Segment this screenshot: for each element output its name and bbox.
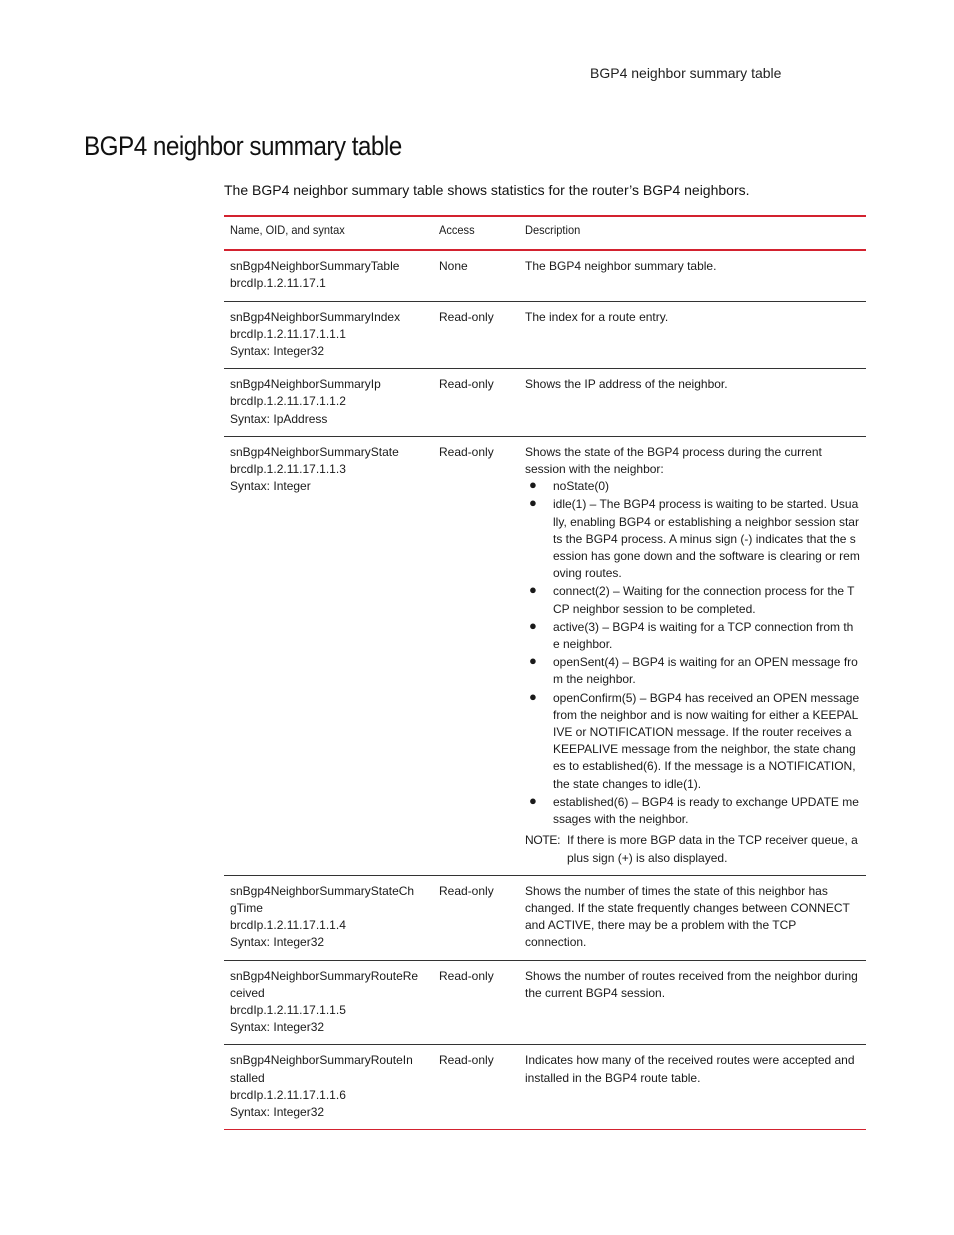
bullet-icon: ●	[529, 495, 537, 511]
object-name-line: gTime	[230, 900, 263, 915]
table-row	[224, 436, 866, 875]
object-name-line: snBgp4NeighborSummaryStateCh	[230, 883, 415, 898]
column-header-name: Name, OID, and syntax	[224, 216, 433, 250]
object-name-cell	[224, 875, 433, 960]
access-cell: Read-only	[433, 960, 519, 1045]
note-block	[525, 832, 860, 866]
object-name-line: Syntax: Integer32	[230, 1104, 325, 1119]
list-item	[525, 478, 860, 495]
list-item	[525, 496, 860, 582]
list-item-text: openConfirm(5) – BGP4 has received an OPEN message from the neighbor and is now waiting for either a KEEPALIVE or NOTIFICATION message. If the router receives a KEEPALIVE message from the neighbor, the state changes to established(6). If the message is a NOTIFICATION, the state changes to idle(1).	[553, 690, 860, 791]
description-cell	[519, 875, 866, 960]
object-name-line: brcdIp.1.2.11.17.1.1.4	[230, 918, 346, 933]
object-name-line: Syntax: Integer32	[230, 935, 325, 950]
description-text: The BGP4 neighbor summary table.	[525, 259, 717, 274]
list-item	[525, 794, 860, 828]
object-name-line: brcdIp.1.2.11.17.1.1.5	[230, 1002, 346, 1017]
list-item	[525, 583, 860, 617]
description-cell	[519, 436, 866, 875]
object-name-line: snBgp4NeighborSummaryRouteRe	[230, 968, 419, 983]
access-cell: Read-only	[433, 436, 519, 875]
list-item	[525, 690, 860, 793]
note-label: NOTE:	[525, 833, 561, 848]
object-name-cell	[224, 301, 433, 369]
access-cell: Read-only	[433, 1045, 519, 1130]
table-row	[224, 301, 866, 369]
object-name-line: brcdIp.1.2.11.17.1.1.2	[230, 394, 346, 409]
column-header-access: Access	[433, 216, 519, 250]
description-text: Shows the number of times the state of this neighbor has changed. If the state frequently changes between CONNECT and ACTIVE, there may be a problem with the TCP connection.	[525, 883, 850, 950]
column-header-description: Description	[519, 216, 866, 250]
mib-object-table	[224, 215, 866, 1130]
object-name-cell	[224, 436, 433, 875]
bullet-icon: ●	[529, 792, 537, 808]
access-cell: Read-only	[433, 301, 519, 369]
state-value-list	[525, 478, 860, 828]
description-cell	[519, 369, 866, 437]
intro-paragraph: The BGP4 neighbor summary table shows statistics for the router’s BGP4 neighbors.	[224, 182, 750, 198]
table-row	[224, 875, 866, 960]
bullet-icon: ●	[529, 582, 537, 598]
table-row	[224, 250, 866, 301]
list-item	[525, 619, 860, 653]
object-name-line: Syntax: Integer32	[230, 344, 325, 359]
description-cell	[519, 1045, 866, 1130]
note-text: If there is more BGP data in the TCP receiver queue, a plus sign (+) is also displayed.	[567, 833, 858, 865]
object-name-line: ceived	[230, 985, 265, 1000]
bullet-icon: ●	[529, 688, 537, 704]
access-cell: Read-only	[433, 875, 519, 960]
object-name-cell	[224, 960, 433, 1045]
description-cell	[519, 960, 866, 1045]
object-name-cell	[224, 369, 433, 437]
object-name-line: brcdIp.1.2.11.17.1.1.3	[230, 462, 346, 477]
table-row	[224, 1045, 866, 1130]
object-name-line: snBgp4NeighborSummaryIp	[230, 377, 381, 392]
object-name-line: Syntax: IpAddress	[230, 411, 328, 426]
table-header-row	[224, 216, 866, 250]
description-cell	[519, 250, 866, 301]
description-text: Shows the number of routes received from the neighbor during the current BGP4 session.	[525, 968, 858, 1000]
object-name-line: Syntax: Integer	[230, 479, 311, 494]
page-title: BGP4 neighbor summary table	[84, 131, 402, 161]
object-name-line: brcdIp.1.2.11.17.1.1.6	[230, 1087, 346, 1102]
access-cell: None	[433, 250, 519, 301]
bullet-icon: ●	[529, 653, 537, 669]
table-row	[224, 960, 866, 1045]
object-name-line: snBgp4NeighborSummaryState	[230, 444, 399, 459]
object-name-line: snBgp4NeighborSummaryIndex	[230, 309, 401, 324]
bullet-icon: ●	[529, 617, 537, 633]
list-item-text: openSent(4) – BGP4 is waiting for an OPEN message from the neighbor.	[553, 655, 858, 687]
list-item-text: established(6) – BGP4 is ready to exchange UPDATE messages with the neighbor.	[553, 794, 859, 827]
access-cell: Read-only	[433, 369, 519, 437]
object-name-line: snBgp4NeighborSummaryTable	[230, 259, 400, 274]
running-header: BGP4 neighbor summary table	[590, 65, 782, 81]
object-name-line: brcdIp.1.2.11.17.1	[230, 276, 326, 291]
list-item	[525, 654, 860, 688]
object-name-cell	[224, 250, 433, 301]
description-text: Shows the IP address of the neighbor.	[525, 377, 728, 392]
list-item-text: connect(2) – Waiting for the connection process for the TCP neighbor session to be completed.	[553, 584, 855, 616]
object-name-line: stalled	[230, 1070, 265, 1085]
list-item-text: active(3) – BGP4 is waiting for a TCP connection from the neighbor.	[553, 619, 854, 652]
object-name-line: brcdIp.1.2.11.17.1.1.1	[230, 326, 346, 341]
description-text: Indicates how many of the received routes were accepted and installed in the BGP4 route table.	[525, 1053, 855, 1085]
object-name-line: snBgp4NeighborSummaryRouteIn	[230, 1053, 413, 1068]
list-item-text: idle(1) – The BGP4 process is waiting to be started. Usually, enabling BGP4 or establishing a neighbor session starts the BGP4 process. A minus sign (-) indicates that the session has gone down and the software is clearing or removing routes.	[553, 497, 860, 581]
description-text: Shows the state of the BGP4 process during the current session with the neighbor:	[525, 444, 822, 477]
bullet-icon: ●	[529, 477, 537, 493]
description-cell	[519, 301, 866, 369]
object-name-line: Syntax: Integer32	[230, 1020, 325, 1035]
object-name-cell	[224, 1045, 433, 1130]
table-row	[224, 369, 866, 437]
description-text: The index for a route entry.	[525, 309, 669, 324]
list-item-text: noState(0)	[553, 479, 610, 494]
